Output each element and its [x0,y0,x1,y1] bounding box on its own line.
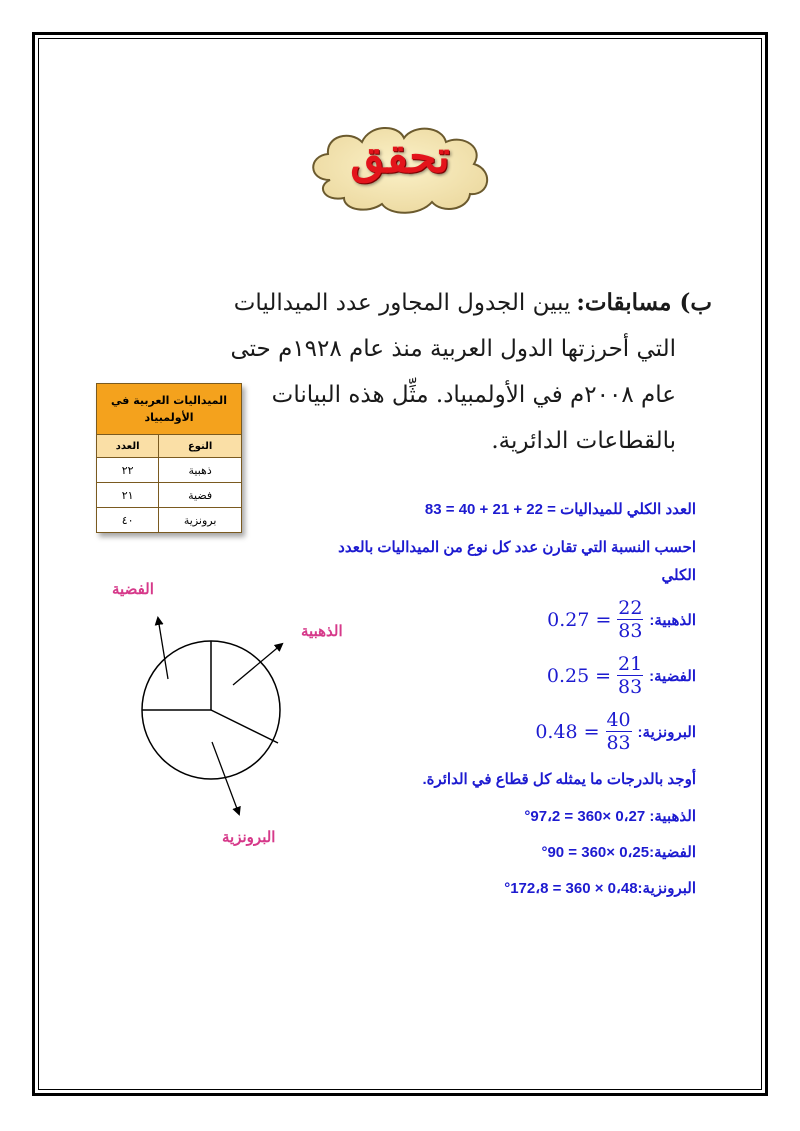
pie-label-silver: الفضية [112,581,154,598]
pie-radius-right [211,710,278,743]
column-header-count: العدد [97,435,159,458]
silver-degrees: الفضية:0،25 ×360 = 90° [541,844,696,861]
silver-denominator: 83 [618,676,643,698]
solution-ratio-question-2: الكلي [661,567,696,584]
bronze-fraction [606,710,632,753]
table-title [97,384,242,435]
silver-ratio-value: 0.25 [546,664,590,687]
problem-tag: ب) [679,289,712,316]
bronze-denominator: 83 [606,732,631,754]
problem-text-1: يبين الجدول المجاور عدد الميداليات [233,290,571,316]
bronze-numerator: 40 [606,709,631,731]
solution-degrees-question: أوجد بالدرجات ما يمثله كل قطاع في الدائرة. [422,771,696,788]
arrow-silver [158,618,168,679]
silver-equals: = [595,664,612,687]
gold-degrees: الذهبية: 0،27 ×360 = 97،2° [524,808,696,825]
silver-numerator: 21 [618,653,643,675]
problem-line-2: التي أحرزتها الدول العربية منذ عام ١٩٢٨م حتى [230,336,676,362]
gold-numerator: 22 [618,597,643,619]
problem-heading: مسابقات: [576,289,672,316]
medals-table [96,383,242,533]
solution-ratio-question: احسب النسبة التي تقارن عدد كل نوع من الميداليات بالعدد [338,539,696,556]
pie-label-gold: الذهبية [301,623,343,640]
bronze-ratio [535,710,696,753]
problem-line-1 [132,280,712,326]
gold-ratio-value: 0.27 [547,608,590,631]
column-header-type: النوع [159,435,242,458]
bronze-ratio-value: 0.48 [535,720,578,743]
solution-total: العدد الكلي للميداليات = 22 + 21 + 40 = 83 [424,501,696,518]
bronze-ratio-label: البرونزية: [637,723,696,741]
problem-line-4: بالقطاعات الدائرية. [491,428,676,454]
cell-count: ٤٠ [97,508,159,533]
cell-count: ٢٢ [97,458,159,483]
gold-ratio [547,598,696,641]
cell-type: برونزية [159,508,242,533]
table-row [97,458,242,483]
arrow-bronze [212,742,239,814]
page-title: تحقق [350,132,450,183]
silver-fraction [617,654,643,697]
gold-equals: = [595,608,612,631]
table-row [97,483,242,508]
pie-diagram [120,600,320,830]
silver-ratio [547,654,696,697]
bronze-degrees: البرونزية:0،48 × 360 = 172،8° [504,880,696,897]
arrow-gold [233,644,282,685]
bronze-equals: = [583,720,600,743]
problem-line-3: عام ٢٠٠٨م في الأولمبياد. مثِّل هذه البيانات [271,382,676,408]
table-title-line-1: الميداليات العربية في [111,394,227,407]
gold-denominator: 83 [618,620,643,642]
table-title-line-2: الأولمبياد [144,411,194,424]
silver-ratio-label: الفضية: [649,667,696,685]
table-row [97,508,242,533]
gold-fraction [617,598,643,641]
pie-label-bronze: البرونزية [222,829,276,846]
title-cloud [300,118,500,218]
cell-type: ذهبية [159,458,242,483]
cell-type: فضية [159,483,242,508]
gold-ratio-label: الذهبية: [649,611,696,629]
cell-count: ٢١ [97,483,159,508]
